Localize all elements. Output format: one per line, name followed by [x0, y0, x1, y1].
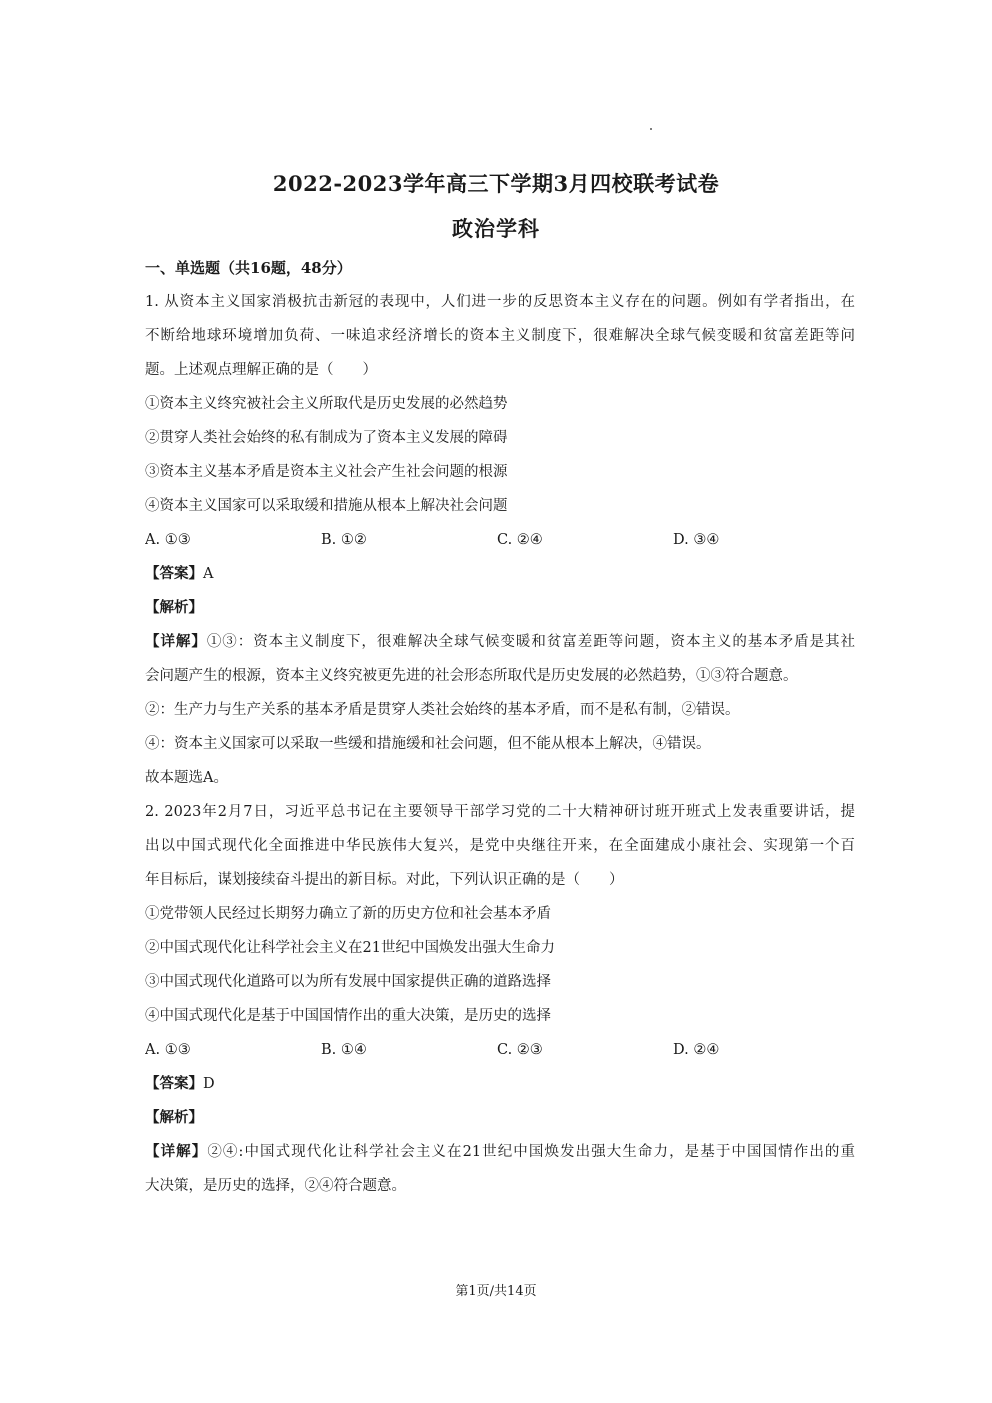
- q1-option-d: D. ③④: [673, 532, 720, 548]
- q2-answer: [145, 1067, 855, 1101]
- detail-text: ②④:中国式现代化让科学社会主义在21世纪中国焕发出强大生命力，是基于中国国情作出的重: [207, 1144, 855, 1160]
- q1-options: [145, 523, 855, 557]
- q1-stem-line: 题。上述观点理解正确的是（ ）: [145, 362, 377, 378]
- answer-tag: 【答案】: [145, 1075, 203, 1092]
- q1-stem-line: 1. 从资本主义国家消极抗击新冠的表现中，人们进一步的反思资本主义存在的问题。例如有学者指出，在: [145, 294, 855, 310]
- q1-analysis-tag: 【解析】: [145, 599, 203, 616]
- q1-option-c: C. ②④: [497, 532, 543, 548]
- q2-options: [145, 1033, 855, 1067]
- page-number: 第1页/共14页: [455, 1284, 537, 1299]
- q2-statement: ②中国式现代化让科学社会主义在21世纪中国焕发出强大生命力: [145, 940, 555, 956]
- q1-detail-line: [145, 625, 855, 659]
- q1-detail-line: 故本题选A。: [145, 770, 228, 786]
- scan-dot: [650, 128, 652, 130]
- answer-value: D: [203, 1076, 215, 1092]
- exam-content: [145, 251, 855, 1203]
- q2-option-c: C. ②③: [497, 1042, 543, 1058]
- q1-statement: ①资本主义终究被社会主义所取代是历史发展的必然趋势: [145, 396, 508, 412]
- answer-tag: 【答案】: [145, 565, 203, 582]
- q2-option-b: B. ①④: [321, 1042, 367, 1058]
- q2-stem-line: 2. 2023年2月7日，习近平总书记在主要领导干部学习党的二十大精神研讨班开班式上发表重要讲话，提: [145, 804, 855, 820]
- answer-value: A: [203, 566, 214, 582]
- question-2: [145, 795, 855, 1203]
- page-title: 2022-2023学年高三下学期3月四校联考试卷: [272, 171, 720, 196]
- q2-statement: ③中国式现代化道路可以为所有发展中国家提供正确的道路选择: [145, 974, 551, 990]
- q2-detail-line: [145, 1135, 855, 1169]
- q1-statement: ④资本主义国家可以采取缓和措施从根本上解决社会问题: [145, 498, 508, 514]
- q2-statement: ①党带领人民经过长期努力确立了新的历史方位和社会基本矛盾: [145, 906, 551, 922]
- q1-option-b: B. ①②: [321, 532, 367, 548]
- page-subtitle: 政治学科: [452, 216, 540, 241]
- detail-tag: 【详解】: [145, 633, 207, 650]
- q1-stem-line: 不断给地球环境增加负荷、一味追求经济增长的资本主义制度下，很难解决全球气候变暖和贫富差距等问: [145, 328, 855, 344]
- question-1: [145, 285, 855, 795]
- q2-stem-line: 年目标后，谋划接续奋斗提出的新目标。对此，下列认识正确的是（ ）: [145, 872, 624, 888]
- q1-statement: ②贯穿人类社会始终的私有制成为了资本主义发展的障碍: [145, 430, 508, 446]
- detail-tag: 【详解】: [145, 1143, 208, 1160]
- section-heading: 一、单选题（共16题，48分）: [145, 259, 352, 277]
- q2-option-a: A. ①③: [145, 1042, 191, 1058]
- q2-statement: ④中国式现代化是基于中国国情作出的重大决策，是历史的选择: [145, 1008, 551, 1024]
- q1-option-a: A. ①③: [145, 532, 191, 548]
- q1-detail-line: ②：生产力与生产关系的基本矛盾是贯穿人类社会始终的基本矛盾，而不是私有制，②错误。: [145, 702, 740, 718]
- q2-stem-line: 出以中国式现代化全面推进中华民族伟大复兴，是党中央继往开来，在全面建成小康社会、实现第一个百: [145, 838, 855, 854]
- q1-detail-line: 会问题产生的根源，资本主义终究被更先进的社会形态所取代是历史发展的必然趋势，①③符合题意。: [145, 668, 798, 684]
- q1-detail-line: ④：资本主义国家可以采取一些缓和措施缓和社会问题，但不能从根本上解决，④错误。: [145, 736, 711, 752]
- q1-statement: ③资本主义基本矛盾是资本主义社会产生社会问题的根源: [145, 464, 508, 480]
- q1-answer: [145, 557, 855, 591]
- q2-analysis-tag: 【解析】: [145, 1109, 203, 1126]
- q2-detail-line: 大决策，是历史的选择，②④符合题意。: [145, 1178, 406, 1194]
- q2-option-d: D. ②④: [673, 1042, 720, 1058]
- detail-text: ①③：资本主义制度下，很难解决全球气候变暖和贫富差距等问题，资本主义的基本矛盾是其社: [206, 634, 855, 650]
